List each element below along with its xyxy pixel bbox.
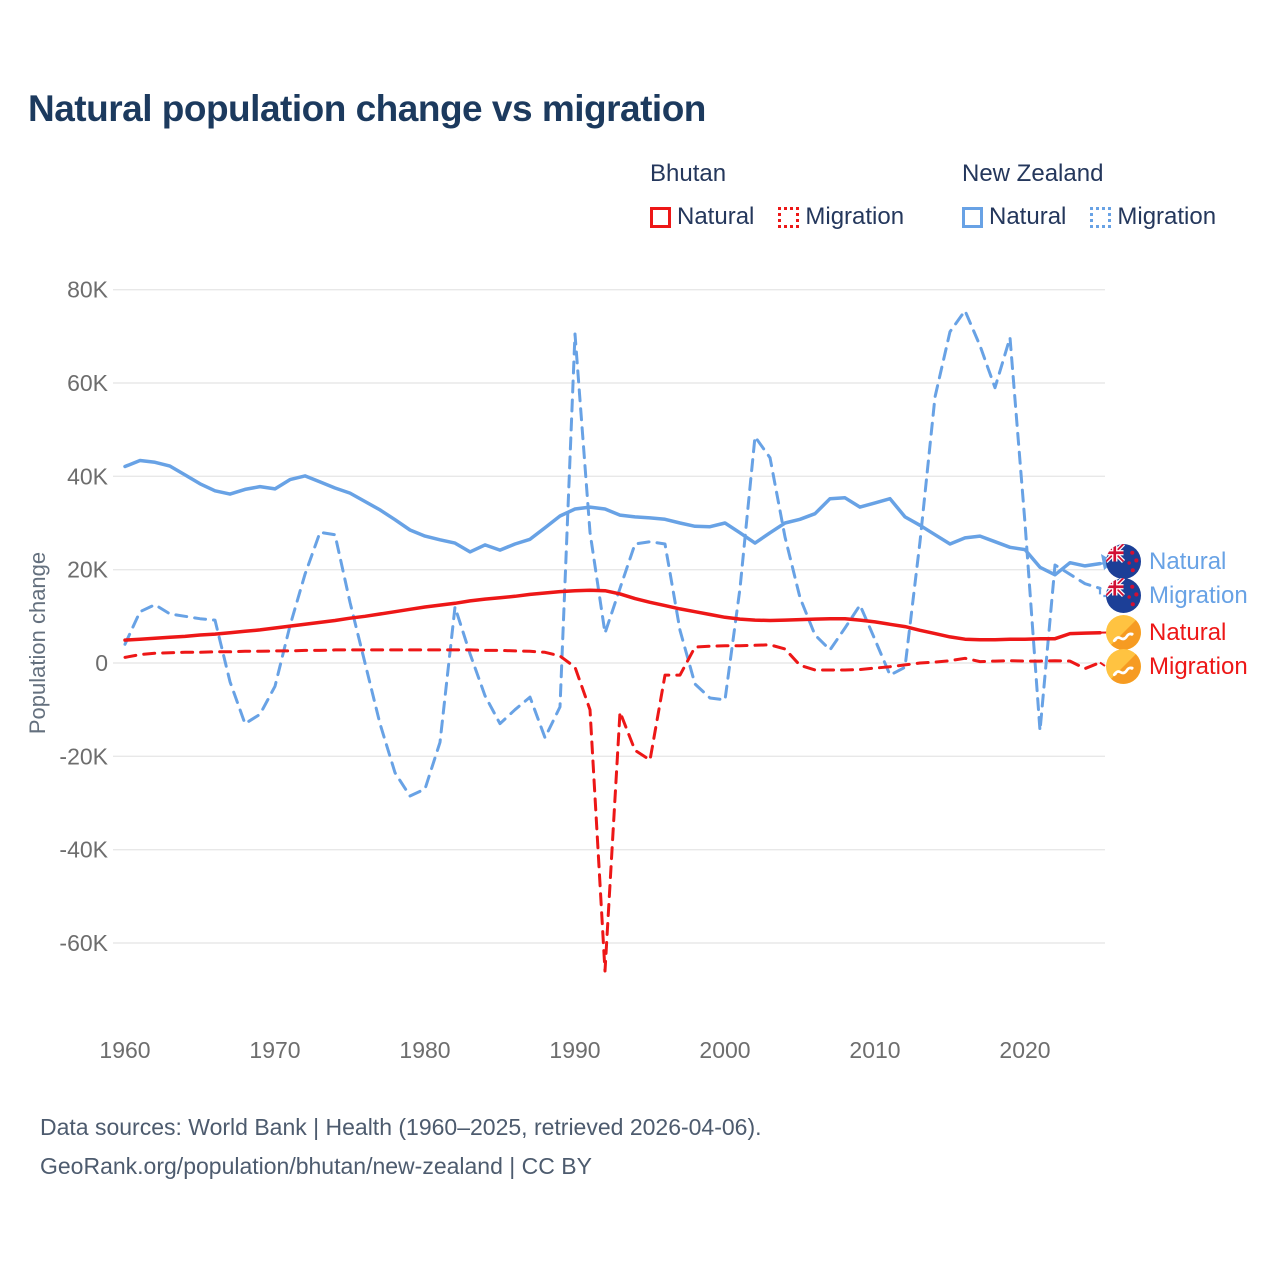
series-endlabel-nz-migration[interactable] [1106, 578, 1248, 613]
x-tick-label: 1980 [399, 1037, 451, 1063]
page-title: Natural population change vs migration [28, 88, 706, 129]
endlabel-text: Migration [1149, 581, 1248, 609]
series-endlabel-bhutan-natural[interactable] [1106, 615, 1226, 650]
y-tick-label: 40K [67, 463, 108, 490]
x-tick-label: 1970 [249, 1037, 301, 1063]
y-axis-title: Population change [25, 551, 50, 735]
y-tick-label: -20K [59, 743, 108, 770]
bhutan-flag-icon [1106, 615, 1141, 650]
series-new-zealand-natural-line[interactable] [125, 461, 1100, 575]
legend-label: Migration [805, 203, 905, 230]
x-tick-label: 2000 [699, 1037, 751, 1063]
y-tick-label: 60K [67, 370, 108, 396]
new-zealand-flag-icon [1106, 578, 1141, 613]
series-endlabel-nz-natural[interactable] [1106, 544, 1226, 579]
x-tick-label: 1960 [99, 1037, 151, 1063]
x-tick-label: 1990 [549, 1037, 601, 1063]
y-tick-label: -40K [59, 836, 108, 863]
endlabel-text: Migration [1149, 652, 1248, 680]
new-zealand-flag-icon [1106, 544, 1141, 579]
footer-data-sources: Data sources: World Bank | Health (1960–2025, retrieved 2026-04-06). [40, 1114, 762, 1140]
legend-country-bhutan: Bhutan [650, 160, 727, 187]
legend-label: Natural [989, 203, 1067, 230]
x-tick-label: 2010 [849, 1037, 901, 1063]
y-tick-label: 20K [67, 556, 108, 583]
footer [40, 1108, 762, 1186]
legend-label: Migration [1117, 203, 1217, 230]
y-tick-label: 0 [95, 650, 108, 676]
legend-label: Natural [677, 203, 755, 230]
y-tick-label: 80K [67, 276, 108, 303]
legend-country-new-zealand: New Zealand [962, 160, 1104, 187]
endlabel-text: Natural [1149, 547, 1227, 575]
x-tick-label: 2020 [999, 1037, 1051, 1063]
footer-attribution: GeoRank.org/population/bhutan/new-zealand | CC BY [40, 1153, 592, 1179]
bhutan-flag-icon [1106, 649, 1141, 684]
series-endlabel-bhutan-migration[interactable] [1106, 649, 1248, 684]
endlabel-text: Natural [1149, 618, 1227, 646]
series-bhutan-natural-line[interactable] [125, 590, 1100, 640]
y-tick-label: -60K [59, 930, 108, 956]
